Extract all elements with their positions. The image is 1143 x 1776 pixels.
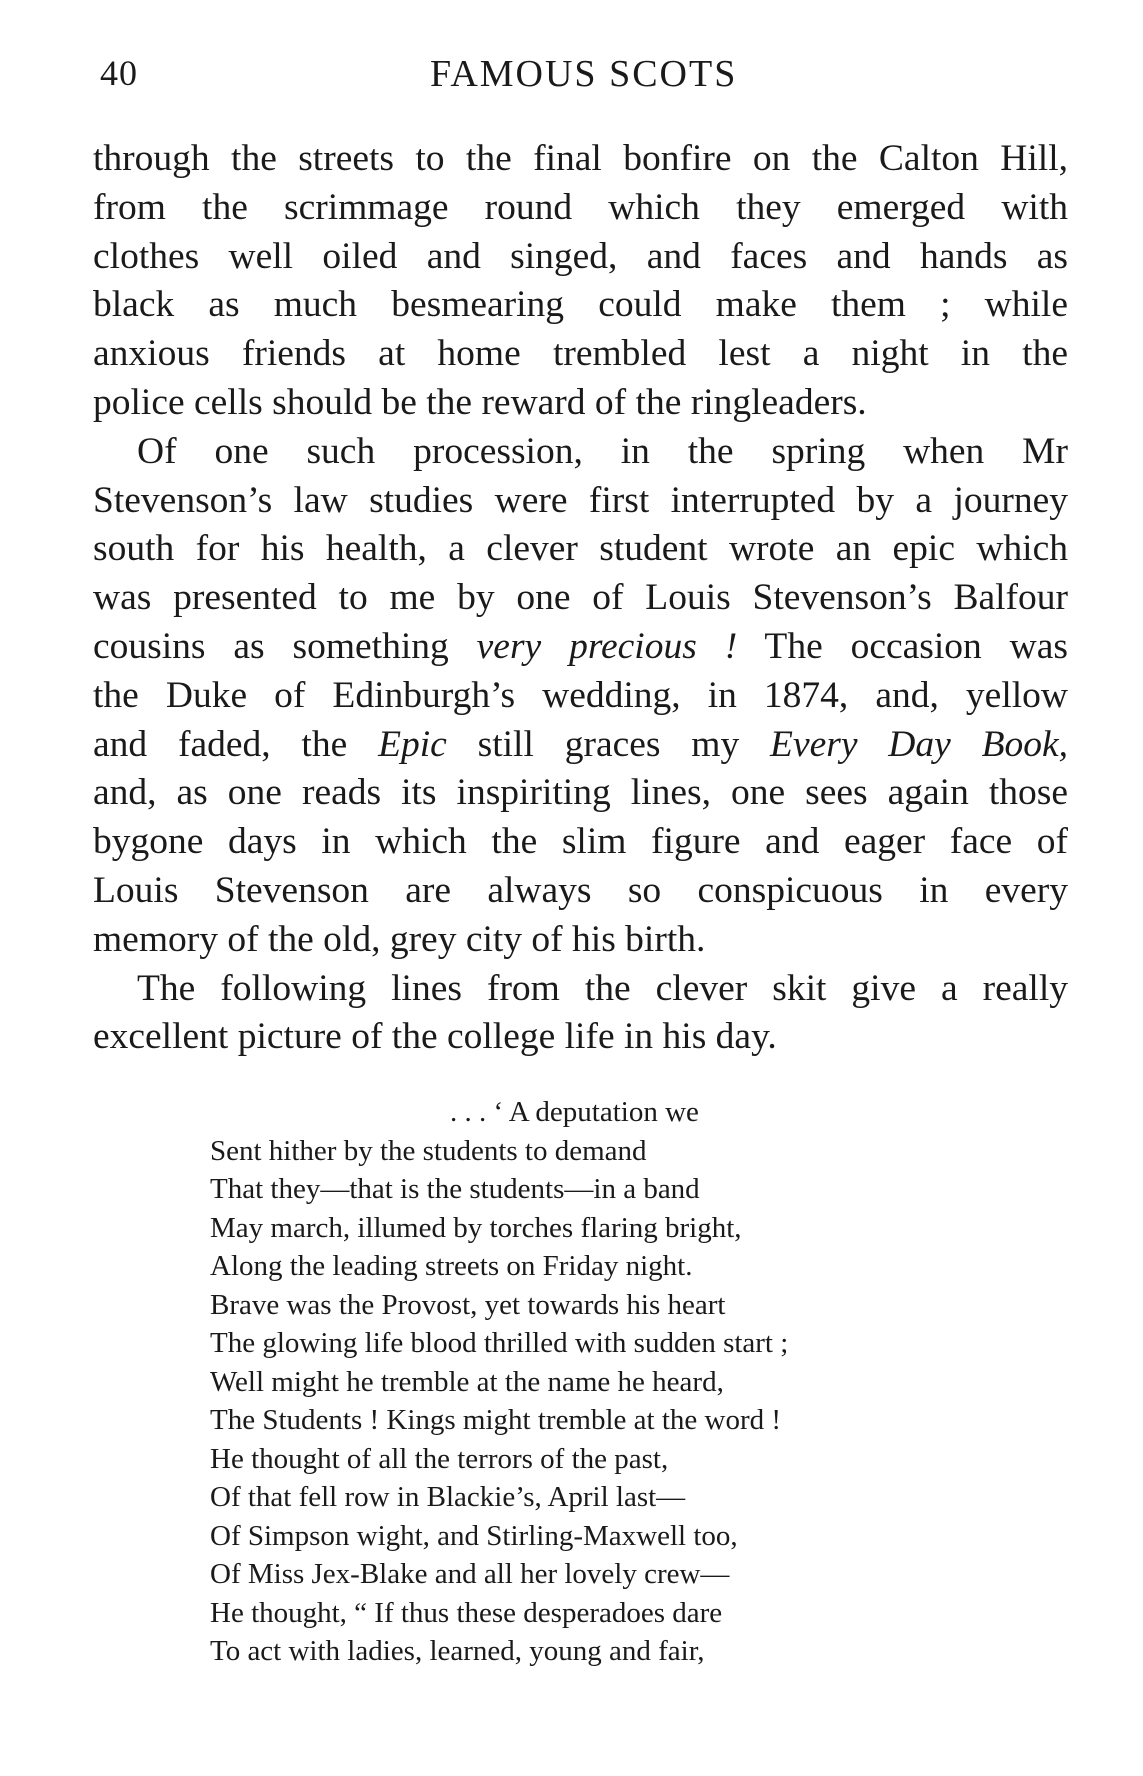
running-head [100,52,1065,102]
text-line: and faded, the Epic still graces my Every Day Book, [93,723,1069,765]
verse-line: . . . ‘ A deputation we [450,1096,699,1128]
text-line: police cells should be the reward of the ringleaders. [93,381,867,423]
text-line: memory of the old, grey city of his birth. [93,918,706,960]
verse-quotation [210,1093,970,1671]
verse-line: The glowing life blood thrilled with sudden start ; [210,1327,789,1359]
text-line: cousins as something very precious ! The occasion was [93,625,1069,667]
body-text [93,135,1068,1062]
text-line: Stevenson’s law studies were first interrupted by a journey [93,479,1068,521]
text-line: The following lines from the clever skit give a really [137,967,1068,1009]
verse-line: Of Simpson wight, and Stirling-Maxwell too, [210,1519,738,1552]
verse-line: That they—that is the students—in a band [210,1173,700,1205]
text-line: south for his health, a clever student wrote an epic which [93,528,1068,570]
verse-line: He thought of all the terrors of the past, [210,1442,669,1475]
text-line: through the streets to the final bonfire on the Calton Hill, [93,138,1068,179]
verse-line: Brave was the Provost, yet towards his heart [210,1288,726,1321]
verse-line: He thought, “ If thus these desperadoes dare [210,1596,723,1629]
text-line: bygone days in which the slim figure and eager face of [93,821,1068,863]
text-line: the Duke of Edinburgh’s wedding, in 1874, and, yellow [93,674,1068,716]
verse-line: Of that fell row in Blackie’s, April last— [210,1481,686,1513]
text-line: and, as one reads its inspiriting lines, one sees again those [93,772,1068,814]
paragraph [93,428,1068,965]
verse-line: Along the leading streets on Friday night. [210,1250,693,1282]
text-line: excellent picture of the college life in his day. [93,1016,777,1058]
italic-text: Epic [378,723,447,765]
text-line: from the scrimmage round which they emerged with [93,186,1068,228]
verse-line: Sent hither by the students to demand [210,1134,647,1167]
verse-line: Well might he tremble at the name he heard, [210,1365,724,1398]
verse-line: May march, illumed by torches flaring bright, [210,1211,742,1244]
paragraph [93,135,1068,428]
text-line: black as much besmearing could make them ; while [93,284,1068,326]
text-line: Louis Stevenson are always so conspicuous in every [93,869,1068,911]
running-title: FAMOUS SCOTS [430,53,738,95]
text-line: Of one such procession, in the spring when Mr [137,430,1068,472]
italic-text: very precious ! [476,625,738,667]
text-line: anxious friends at home trembled lest a night in the [93,333,1068,375]
verse-line: To act with ladies, learned, young and fair, [210,1635,705,1667]
text-line: clothes well oiled and singed, and faces and hands as [93,235,1068,277]
italic-text: Every Day Book, [770,723,1069,765]
verse-line: Of Miss Jex-Blake and all her lovely crew— [210,1558,730,1590]
page-number: 40 [100,53,138,93]
verse-line: The Students ! Kings might tremble at the word ! [210,1404,782,1436]
paragraph [93,965,1068,1063]
text-line: was presented to me by one of Louis Stevenson’s Balfour [93,577,1068,619]
